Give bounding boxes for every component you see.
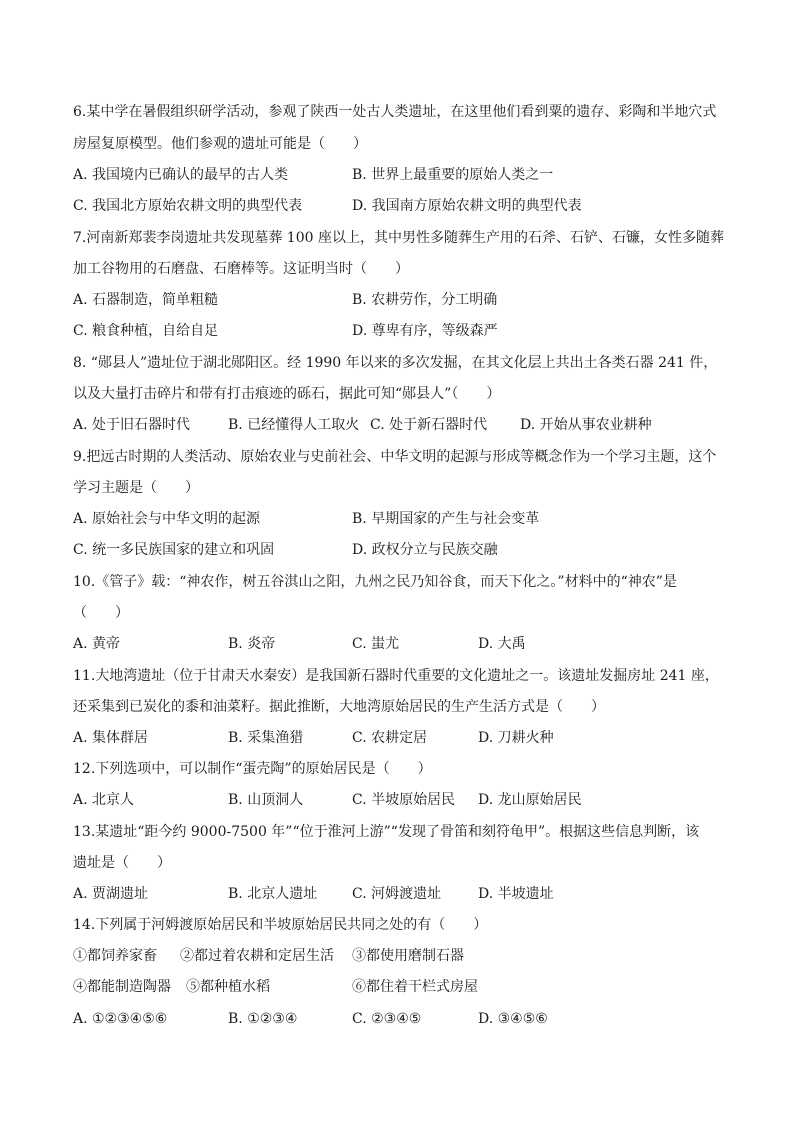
question-12-option-b: B. 山顶洞人 [228,792,304,808]
question-11-option-d: D. 刀耕火种 [478,730,554,746]
question-6-option-b: B. 世界上最重要的原始人类之一 [352,167,554,183]
question-13-option-c: C. 河姆渡遗址 [352,886,442,902]
question-12-option-c: C. 半坡原始居民 [352,792,456,808]
question-9-option-d: D. 政权分立与民族交融 [352,542,498,558]
question-7-option-b: B. 农耕劳作，分工明确 [352,292,498,308]
question-7-text-line-1: 7.河南新郑裴李岗遗址共发现墓葬 100 座以上，其中男性多随葬生产用的石斧、石铲、石镰，女性多随葬 [73,230,724,246]
question-8-option-d: D. 开始从事农业耕种 [520,417,652,433]
question-14-statement-2: ②都过着农耕和定居生活 [180,948,334,964]
question-10-option-b: B. 炎帝 [228,636,276,652]
question-14-statement-5: ⑤都种植水稻 [186,979,270,995]
question-11-text-line-2: 还采集到已炭化的黍和油菜籽。据此推断，大地湾原始居民的生产生活方式是（ ） [73,699,605,715]
question-14-option-a: A. ①②③④⑤⑥ [73,1011,168,1027]
question-7-option-c: C. 粮食种植，自给自足 [73,323,219,339]
question-13-option-d: D. 半坡遗址 [478,886,554,902]
question-13-text-line-1: 13.某遗址“距今约 9000-7500 年”“位于淮河上游”“发现了骨笛和刻符龟甲”。根据这些信息判断，该 [73,824,700,840]
question-6-text-line-2: 房屋复原模型。他们参观的遗址可能是（ ） [73,136,367,152]
question-6-option-c: C. 我国北方原始农耕文明的典型代表 [73,198,303,214]
question-13-option-b: B. 北京人遗址 [228,886,318,902]
question-12-text-line-1: 12.下列选项中，可以制作“蛋壳陶”的原始居民是（ ） [73,761,432,777]
question-7-text-line-2: 加工谷物用的石磨盘、石磨棒等。这证明当时（ ） [73,261,409,277]
question-10-option-c: C. 蚩尤 [352,636,400,652]
question-12-option-a: A. 北京人 [73,792,135,808]
question-11-option-a: A. 集体群居 [73,730,149,746]
question-9-option-c: C. 统一多民族国家的建立和巩固 [73,542,275,558]
question-14-option-d: D. ③④⑤⑥ [478,1011,548,1027]
question-12-option-d: D. 龙山原始居民 [478,792,582,808]
question-10-option-a: A. 黄帝 [73,636,121,652]
question-10-text-line-1: 10.《管子》载：“神农作，树五谷淇山之阳，九州之民乃知谷食，而天下化之。”材料中的“神农”是 [73,574,677,590]
question-6-option-a: A. 我国境内已确认的最早的古人类 [73,167,289,183]
question-9-option-a: A. 原始社会与中华文明的起源 [73,511,261,527]
question-14-option-b: B. ①②③④ [228,1011,298,1027]
question-11-option-c: C. 农耕定居 [352,730,428,746]
question-9-option-b: B. 早期国家的产生与社会变革 [352,511,540,527]
question-10-text-line-2: （ ） [73,605,129,621]
question-7-option-d: D. 尊卑有序，等级森严 [352,323,498,339]
question-14-statement-6: ⑥都住着干栏式房屋 [352,979,478,995]
question-11-text-line-1: 11.大地湾遗址（位于甘肃天水秦安）是我国新石器时代重要的文化遗址之一。该遗址发掘房址 241 座， [73,668,719,684]
question-14-text-line-1: 14.下列属于河姆渡原始居民和半坡原始居民共同之处的有（ ） [73,917,488,933]
question-14-option-c: C. ②③④⑤ [352,1011,422,1027]
question-8-text-line-1: 8. “郧县人”遗址位于湖北郧阳区。经 1990 年以来的多次发掘，在其文化层上共出土各类石器 241 件， [73,355,718,371]
question-14-statement-4: ④都能制造陶器 [73,979,171,995]
question-8-option-c: C. 处于新石器时代 [370,417,488,433]
question-11-option-b: B. 采集渔猎 [228,730,304,746]
question-13-text-line-2: 遗址是（ ） [73,855,171,871]
question-8-option-a: A. 处于旧石器时代 [73,417,191,433]
question-13-option-a: A. 贾湖遗址 [73,886,149,902]
question-7-option-a: A. 石器制造，简单粗糙 [73,292,219,308]
question-9-text-line-2: 学习主题是（ ） [73,480,199,496]
question-10-option-d: D. 大禹 [478,636,526,652]
question-14-statement-3: ③都使用磨制石器 [352,948,464,964]
question-9-text-line-1: 9.把远古时期的人类活动、原始农业与史前社会、中华文明的起源与形成等概念作为一个学习主题，这个 [73,449,717,465]
question-14-statement-1: ①都饲养家畜 [73,948,157,964]
question-6-option-d: D. 我国南方原始农耕文明的典型代表 [352,198,582,214]
question-8-text-line-2: 以及大量打击碎片和带有打击痕迹的砾石，据此可知“郧县人”（ ） [73,386,501,402]
question-6-text-line-1: 6.某中学在暑假组织研学活动，参观了陕西一处古人类遗址，在这里他们看到粟的遗存、彩陶和半地穴式 [73,104,717,120]
question-8-option-b: B. 已经懂得人工取火 [228,417,360,433]
